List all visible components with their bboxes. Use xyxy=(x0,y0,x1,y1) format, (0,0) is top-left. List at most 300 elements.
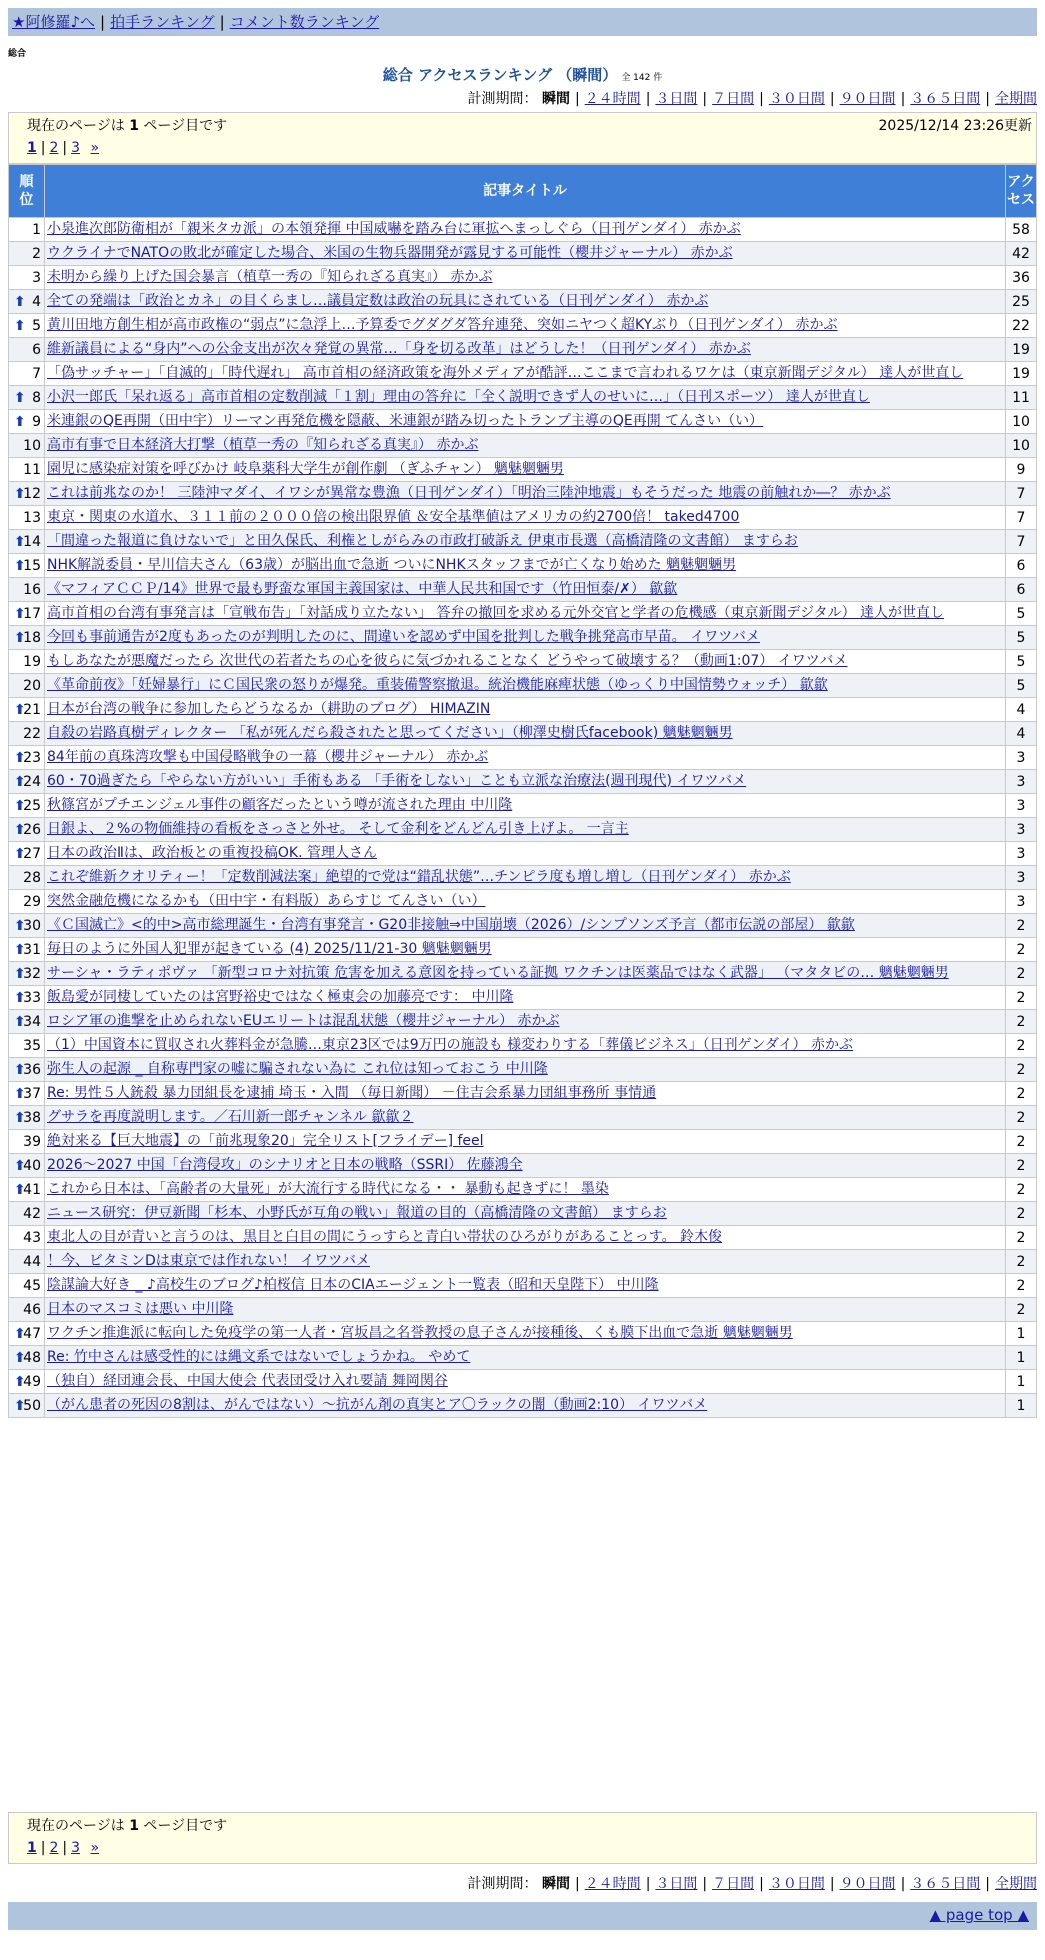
rank-up-arrow-icon: ⬆ xyxy=(14,1397,26,1414)
period-365d-link[interactable]: ３６５日間 xyxy=(910,1876,981,1892)
title-cell xyxy=(45,434,1006,458)
table-row xyxy=(9,1010,1037,1034)
table-row xyxy=(9,746,1037,770)
rank-number: 13 xyxy=(23,509,41,526)
rank-number: 10 xyxy=(23,437,41,454)
table-row xyxy=(9,338,1037,362)
article-title-link[interactable]: 高市有事で日本経済大打撃（植草一秀の『知られざる真実』） 赤かぶ xyxy=(47,437,479,453)
title-cell xyxy=(45,290,1006,314)
page-link-3[interactable]: 3 xyxy=(71,140,81,156)
rank-up-arrow-icon: ⬆ xyxy=(14,845,26,862)
article-title-link[interactable]: 日本の政治Ⅱは、政治板との重複投稿OK. 管理人さん xyxy=(47,845,377,861)
rank-cell xyxy=(9,842,45,866)
period-30d-link[interactable]: ３０日間 xyxy=(768,1876,825,1892)
title-cell xyxy=(45,698,1006,722)
rank-up-arrow-icon: ⬆ xyxy=(14,701,26,718)
article-title-link[interactable]: 全ての発端は「政治とカネ」の目くらまし…議員定数は政治の玩具にされている（日刊ゲンダイ） 赤かぶ xyxy=(47,293,709,309)
access-count: 5 xyxy=(1006,626,1037,650)
table-row xyxy=(9,1274,1037,1298)
period-7d-link[interactable]: ７日間 xyxy=(712,1876,755,1892)
rank-number: 46 xyxy=(23,1301,41,1318)
article-title-link[interactable]: 60・70過ぎたら「やらない方がいい」手術もある 「手術をしない」ことも立派な治療法(週刊現代) イワツバメ xyxy=(47,773,747,789)
rank-number: 5 xyxy=(32,317,41,334)
rank-number: 31 xyxy=(23,941,41,958)
article-title-link[interactable]: ウクライナでNATOの敗北が確定した場合、米国の生物兵器開発が露見する可能性（櫻井ジャーナル） 赤かぶ xyxy=(47,245,733,261)
access-count: 22 xyxy=(1006,314,1037,338)
article-title-link[interactable]: ワクチン推進派に転向した免疫学の第一人者・宮坂昌之名誉教授の息子さんが接種後、くも膜下出血で急逝 魑魅魍魎男 xyxy=(47,1325,793,1341)
access-count: 11 xyxy=(1006,386,1037,410)
article-title-link[interactable]: 日銀よ、２%の物価維持の看板をさっさと外せ。 そして金利をどんどん引き上げよ。 一言主 xyxy=(47,821,629,837)
rank-number: 40 xyxy=(23,1157,41,1174)
table-header-row xyxy=(9,165,1037,218)
table-row xyxy=(9,914,1037,938)
rank-number: 29 xyxy=(23,893,41,910)
page-info-prefix: 現在のページは xyxy=(27,1818,125,1834)
title-cell xyxy=(45,722,1006,746)
title-cell xyxy=(45,242,1006,266)
rank-cell xyxy=(9,530,45,554)
footer-bar xyxy=(8,1902,1037,1930)
rank-cell xyxy=(9,1274,45,1298)
article-title-link[interactable]: 《革命前夜》「妊婦暴行」にＣ国民衆の怒りが爆発。重装備警察撤退。統治機能麻痺状態（ゆっくり中国情勢ウォッチ） 歙歙 xyxy=(47,677,828,693)
article-title-link[interactable]: 日本が台湾の戦争に参加したらどうなるか（耕助のブログ） HIMAZIN xyxy=(47,701,491,717)
table-row xyxy=(9,890,1037,914)
page-info-number: 1 xyxy=(129,1818,139,1834)
rank-cell xyxy=(9,914,45,938)
table-row xyxy=(9,506,1037,530)
access-count: 3 xyxy=(1006,746,1037,770)
table-row xyxy=(9,818,1037,842)
rank-number: 48 xyxy=(23,1349,41,1366)
article-title-link[interactable]: ニュース研究：伊豆新聞「杉本、小野氏が互角の戦い」報道の目的（高橋清隆の文書館） ますらお xyxy=(47,1205,667,1221)
title-cell xyxy=(45,746,1006,770)
rank-up-arrow-icon: ⬆ xyxy=(14,1013,26,1030)
access-count: 58 xyxy=(1006,218,1037,242)
title-cell xyxy=(45,962,1006,986)
access-count: 19 xyxy=(1006,338,1037,362)
table-row xyxy=(9,866,1037,890)
rank-up-arrow-icon: ⬆ xyxy=(14,533,26,550)
rank-cell xyxy=(9,674,45,698)
article-title-link[interactable]: 毎日のように外国人犯罪が起きている (4) 2025/11/21-30 魑魅魍魎男 xyxy=(47,941,492,957)
access-count: 3 xyxy=(1006,890,1037,914)
title-cell xyxy=(45,1226,1006,1250)
rank-cell xyxy=(9,1298,45,1322)
rank-cell xyxy=(9,386,45,410)
applause-ranking-link[interactable]: 拍手ランキング xyxy=(110,13,215,31)
article-title-link[interactable]: もしあなたが悪魔だったら 次世代の若者たちの心を彼らに気づかれることなく どうやって破壊する？（動画1:07） イワツバメ xyxy=(47,653,848,669)
article-title-link[interactable]: 絶対来る【巨大地震】の「前兆現象20」完全リスト[フライデー] feel xyxy=(47,1133,484,1149)
table-row xyxy=(9,1178,1037,1202)
rank-up-arrow-icon: ⬆ xyxy=(14,797,26,814)
table-row xyxy=(9,842,1037,866)
access-count: 2 xyxy=(1006,1058,1037,1082)
rank-header: 順位 xyxy=(9,165,45,218)
article-title-link[interactable]: 小泉進次郎防衛相が「親米タカ派」の本領発揮 中国威嚇を踏み台に軍拡へまっしぐら（日刊ゲンダイ） 赤かぶ xyxy=(47,221,741,237)
table-row xyxy=(9,242,1037,266)
rank-cell xyxy=(9,242,45,266)
separator: | xyxy=(219,13,225,31)
title-cell xyxy=(45,218,1006,242)
rank-number: 37 xyxy=(23,1085,41,1102)
table-row xyxy=(9,674,1037,698)
rank-cell xyxy=(9,794,45,818)
article-title-link[interactable]: 未明から繰り上げた国会暴言（植草一秀の『知られざる真実』） 赤かぶ xyxy=(47,269,493,285)
article-title-link[interactable]: 東京・関東の水道水、３１１前の２０００倍の検出限界値 ＆安全基準値はアメリカの約2700倍！ taked4700 xyxy=(47,509,740,525)
rank-up-arrow-icon: ⬆ xyxy=(14,629,26,646)
access-count: 2 xyxy=(1006,1154,1037,1178)
article-title-link[interactable]: 《マフィアＣＣＰ/14》世界で最も野蛮な軍国主義国家は、中華人民共和国です（竹田恒泰/✗） 歙歙 xyxy=(47,581,678,597)
access-count: 2 xyxy=(1006,1274,1037,1298)
access-count: 2 xyxy=(1006,1226,1037,1250)
article-title-link[interactable]: これぞ維新クオリティー！「定数削減法案」絶望的で党は“錯乱状態”…チンピラ度も増し増し（日刊ゲンダイ） 赤かぶ xyxy=(47,869,791,885)
title-cell xyxy=(45,530,1006,554)
access-count: 3 xyxy=(1006,818,1037,842)
article-title-link[interactable]: 小沢一郎氏「呆れ返る」高市首相の定数削減「１割」理由の答弁に「全く説明できず人のせいに…」（日刊スポーツ） 達人が世直し xyxy=(47,389,870,405)
access-count: 2 xyxy=(1006,1250,1037,1274)
article-title-link[interactable]: 今回も事前通告が2度もあったのが判明したのに、間違いを認めず中国を批判した戦争挑発高市早苗。 イワツバメ xyxy=(47,629,760,645)
article-title-link[interactable]: ロシア軍の進撃を止められないEUエリートは混乱状態（櫻井ジャーナル） 赤かぶ xyxy=(47,1013,560,1029)
rank-number: 25 xyxy=(23,797,41,814)
rank-cell xyxy=(9,554,45,578)
article-title-link[interactable]: 園児に感染症対策を呼びかけ 岐阜薬科大学生が創作劇 （ぎふチャン） 魑魅魍魎男 xyxy=(47,461,564,477)
access-count: 1 xyxy=(1006,1370,1037,1394)
page-info-suffix: ページ目です xyxy=(143,118,228,134)
table-row xyxy=(9,434,1037,458)
access-count: 3 xyxy=(1006,794,1037,818)
rank-up-arrow-icon: ⬆ xyxy=(14,965,26,982)
rank-number: 47 xyxy=(23,1325,41,1342)
rank-number: 8 xyxy=(32,389,41,406)
rank-up-arrow-icon: ⬆ xyxy=(14,1157,26,1174)
page-info-prefix: 現在のページは xyxy=(27,118,125,134)
table-row xyxy=(9,266,1037,290)
title-cell xyxy=(45,1058,1006,1082)
article-title-link[interactable]: 秋篠宮がプチエンジェル事件の顧客だったという噂が流された理由 中川隆 xyxy=(47,797,513,813)
access-count: 3 xyxy=(1006,842,1037,866)
rank-number: 44 xyxy=(23,1253,41,1270)
table-row xyxy=(9,1130,1037,1154)
access-count: 2 xyxy=(1006,1010,1037,1034)
rank-cell xyxy=(9,1178,45,1202)
table-row xyxy=(9,1106,1037,1130)
article-title-link[interactable]: 自殺の岩路真樹ディレクター 「私が死んだら殺されたと思ってください」（柳澤史樹氏facebook) 魑魅魍魎男 xyxy=(47,725,733,741)
asyura-home-link[interactable]: ★阿修羅♪へ xyxy=(12,13,96,31)
page-top-link[interactable]: ▲ page top ▲ xyxy=(929,1906,1029,1924)
article-title-link[interactable]: ！今、ビタミンDは東京では作れない！ イワツバメ xyxy=(47,1253,370,1269)
page-info-number: 1 xyxy=(129,118,139,134)
rank-number: 27 xyxy=(23,845,41,862)
rank-number: 34 xyxy=(23,1013,41,1030)
page-next-link[interactable]: » xyxy=(90,140,100,156)
rank-up-arrow-icon: ⬆ xyxy=(14,389,26,406)
access-count: 42 xyxy=(1006,242,1037,266)
article-title-link[interactable]: 「偽サッチャー」「自滅的」「時代遅れ」 高市首相の経済政策を海外メディアが酷評…ここまで言われるワケは（東京新聞デジタル） 達人が世直し xyxy=(47,365,964,381)
title-cell xyxy=(45,938,1006,962)
rank-cell xyxy=(9,290,45,314)
article-title-link[interactable]: 「間違った報道に負けないで」と田久保氏、利権としがらみの市政打破訴え 伊東市長選（高橋清隆の文書館） ますらお xyxy=(47,533,798,549)
separator: | xyxy=(100,13,106,31)
table-row xyxy=(9,794,1037,818)
pager-bottom: 現在のページは 1 ページ目です 1 | 2 | 3 » xyxy=(8,1812,1037,1864)
table-row xyxy=(9,698,1037,722)
rank-cell xyxy=(9,962,45,986)
table-row xyxy=(9,1322,1037,1346)
rank-cell xyxy=(9,1346,45,1370)
comment-ranking-link[interactable]: コメント数ランキング xyxy=(229,13,380,31)
title-cell xyxy=(45,386,1006,410)
rank-number: 17 xyxy=(23,605,41,622)
table-row xyxy=(9,602,1037,626)
period-365d-link[interactable]: ３６５日間 xyxy=(910,91,981,107)
title-cell xyxy=(45,602,1006,626)
table-row xyxy=(9,1250,1037,1274)
rank-cell xyxy=(9,314,45,338)
access-count: 2 xyxy=(1006,1034,1037,1058)
rank-number: 26 xyxy=(23,821,41,838)
title-cell xyxy=(45,338,1006,362)
rank-cell xyxy=(9,1202,45,1226)
rank-cell xyxy=(9,1394,45,1418)
rank-cell xyxy=(9,1010,45,1034)
title-cell xyxy=(45,914,1006,938)
rank-up-arrow-icon: ⬆ xyxy=(14,749,26,766)
rank-cell xyxy=(9,938,45,962)
rank-cell xyxy=(9,434,45,458)
rank-up-arrow-icon: ⬆ xyxy=(14,413,26,430)
article-title-link[interactable]: （独自）経団連会長、中国大使会 代表団受け入れ要請 舞岡関谷 xyxy=(47,1373,448,1389)
rank-cell xyxy=(9,362,45,386)
access-count: 7 xyxy=(1006,482,1037,506)
ranking-table xyxy=(8,164,1037,1418)
period-current: 瞬間 xyxy=(541,1876,570,1892)
title-cell xyxy=(45,362,1006,386)
table-row xyxy=(9,650,1037,674)
period-90d-link[interactable]: ９０日間 xyxy=(839,91,896,107)
rank-cell xyxy=(9,218,45,242)
article-title-link[interactable]: 飯島愛が同棲していたのは宮野裕史ではなく極東会の加藤亮です： 中川隆 xyxy=(47,989,514,1005)
title-cell xyxy=(45,842,1006,866)
title-cell xyxy=(45,794,1006,818)
rank-up-arrow-icon: ⬆ xyxy=(14,917,26,934)
period-90d-link[interactable]: ９０日間 xyxy=(839,1876,896,1892)
rank-cell xyxy=(9,650,45,674)
rank-number: 7 xyxy=(32,365,41,382)
article-title-link[interactable]: 維新議員による“身内”への公金支出が次々発覚の異常…「身を切る改革」はどうした！（日刊ゲンダイ） 赤かぶ xyxy=(47,341,751,357)
title-cell xyxy=(45,1346,1006,1370)
rank-number: 28 xyxy=(23,869,41,886)
page-link-2[interactable]: 2 xyxy=(49,140,59,156)
access-count: 2 xyxy=(1006,986,1037,1010)
rank-up-arrow-icon: ⬆ xyxy=(14,557,26,574)
access-count: 2 xyxy=(1006,1202,1037,1226)
title-cell xyxy=(45,458,1006,482)
rank-up-arrow-icon: ⬆ xyxy=(14,1349,26,1366)
title-cell xyxy=(45,1274,1006,1298)
access-count: 2 xyxy=(1006,1082,1037,1106)
article-title-link[interactable]: これから日本は、「高齢者の大量死」が大流行する時代になる・・ 暴動も起きずに！ 墨染 xyxy=(47,1181,609,1197)
title-cell xyxy=(45,506,1006,530)
rank-number: 42 xyxy=(23,1205,41,1222)
rank-cell xyxy=(9,722,45,746)
rank-number: 30 xyxy=(23,917,41,934)
title-cell xyxy=(45,314,1006,338)
access-count: 6 xyxy=(1006,554,1037,578)
period-7d-link[interactable]: ７日間 xyxy=(712,91,755,107)
period-24h-link[interactable]: ２４時間 xyxy=(584,1876,641,1892)
rank-number: 41 xyxy=(23,1181,41,1198)
access-header: アクセス xyxy=(1006,165,1037,218)
rank-up-arrow-icon: ⬆ xyxy=(14,605,26,622)
total-count: 全 142 件 xyxy=(621,73,663,83)
access-count: 2 xyxy=(1006,962,1037,986)
rank-number: 22 xyxy=(23,725,41,742)
title-cell xyxy=(45,866,1006,890)
rank-cell xyxy=(9,1058,45,1082)
title-cell xyxy=(45,1106,1006,1130)
article-title-link[interactable]: サーシャ・ラティポヴァ 「新型コロナ対抗策 危害を加える意図を持っている証拠 ワクチンは医薬品ではなく武器」 （マタタビの… 魑魅魍魎男 xyxy=(47,965,949,981)
article-title-link[interactable]: 高市首相の台湾有事発言は「宣戦布告」「対話成り立たない」 答弁の撤回を求める元外交官と学者の危機感（東京新聞デジタル） 達人が世直し xyxy=(47,605,945,621)
rank-cell xyxy=(9,578,45,602)
access-count: 5 xyxy=(1006,674,1037,698)
article-title-link[interactable]: NHK解説委員・早川信夫さん（63歳）が脳出血で急逝 ついにNHKスタッフまでが亡くなり始めた 魑魅魍魎男 xyxy=(47,557,737,573)
title-cell xyxy=(45,626,1006,650)
access-count: 9 xyxy=(1006,458,1037,482)
period-24h-link[interactable]: ２４時間 xyxy=(584,91,641,107)
rank-up-arrow-icon: ⬆ xyxy=(14,821,26,838)
rank-up-arrow-icon: ⬆ xyxy=(14,485,26,502)
rank-cell xyxy=(9,266,45,290)
rank-number: 15 xyxy=(23,557,41,574)
table-row xyxy=(9,410,1037,434)
period-3d-link[interactable]: ３日間 xyxy=(655,1876,698,1892)
table-row xyxy=(9,770,1037,794)
table-row xyxy=(9,626,1037,650)
table-row xyxy=(9,1202,1037,1226)
article-title-link[interactable]: Re: 竹中さんは感受性的には縄文系ではないでしょうかね。 やめて xyxy=(47,1349,471,1365)
table-row xyxy=(9,218,1037,242)
access-count: 5 xyxy=(1006,602,1037,626)
article-title-link[interactable]: 米連銀のQE再開（田中宇）リーマン再発危機を隠蔽、米連銀が踏み切ったトランプ主導のQE再開 てんさい（い） xyxy=(47,413,764,429)
rank-number: 24 xyxy=(23,773,41,790)
table-row xyxy=(9,722,1037,746)
title-cell xyxy=(45,1034,1006,1058)
access-count: 10 xyxy=(1006,434,1037,458)
period-all-link[interactable]: 全期間 xyxy=(995,91,1037,107)
rank-up-arrow-icon: ⬆ xyxy=(14,1181,26,1198)
rank-cell xyxy=(9,410,45,434)
access-count: 19 xyxy=(1006,362,1037,386)
table-row xyxy=(9,458,1037,482)
top-nav-bar xyxy=(8,8,1037,36)
rank-number: 11 xyxy=(23,461,41,478)
page-title xyxy=(0,64,1045,85)
rank-cell xyxy=(9,1250,45,1274)
rank-cell xyxy=(9,1034,45,1058)
table-row xyxy=(9,482,1037,506)
table-row xyxy=(9,530,1037,554)
rank-number: 19 xyxy=(23,653,41,670)
rank-cell xyxy=(9,1154,45,1178)
access-count: 7 xyxy=(1006,530,1037,554)
article-title-link[interactable]: これは前兆なのか！ 三陸沖マダイ、イワシが異常な豊漁（日刊ゲンダイ）「明治三陸沖地震」もそうだった 地震の前触れか―？ 赤かぶ xyxy=(47,485,891,501)
period-3d-link[interactable]: ３日間 xyxy=(655,91,698,107)
page-next-link[interactable]: » xyxy=(90,1840,100,1856)
updated-timestamp: 2025/12/14 23:26更新 xyxy=(878,118,1032,134)
rank-number: 45 xyxy=(23,1277,41,1294)
article-title-link[interactable]: 陰謀論大好き _ ♪高校生のブログ♪柏桜信 日本のCIAエージェント一覧表（昭和天皇陛下） 中川隆 xyxy=(47,1277,659,1293)
table-row xyxy=(9,314,1037,338)
rank-up-arrow-icon: ⬆ xyxy=(14,989,26,1006)
table-row xyxy=(9,1298,1037,1322)
rank-number: 6 xyxy=(32,341,41,358)
page-link-current[interactable]: 1 xyxy=(27,140,37,156)
article-title-link[interactable]: 2026～2027 中国「台湾侵攻」のシナリオと日本の戦略（SSRI） 佐藤鴻全 xyxy=(47,1157,523,1173)
page-link-current[interactable]: 1 xyxy=(27,1840,37,1856)
table-row xyxy=(9,362,1037,386)
title-cell xyxy=(45,674,1006,698)
rank-cell xyxy=(9,1226,45,1250)
article-title-link[interactable]: 《Ｃ国滅亡》<的中>高市総理誕生・台湾有事発言・G20非接触⇒中国崩壊（2026）/シンプソンズ予言（都市伝説の部屋） 歙歙 xyxy=(47,917,855,933)
title-cell xyxy=(45,266,1006,290)
access-count: 2 xyxy=(1006,914,1037,938)
rank-cell xyxy=(9,1082,45,1106)
article-title-link[interactable]: 弥生人の起源 _ 自称専門家の嘘に騙されない為に これ位は知っておこう 中川隆 xyxy=(47,1061,548,1077)
access-count: 4 xyxy=(1006,698,1037,722)
title-cell xyxy=(45,1394,1006,1418)
article-title-link[interactable]: Re: 男性５人銃殺 暴力団組長を逮捕 埼玉・入間 （毎日新聞） －住吉会系暴力団組事務所 事情通 xyxy=(47,1085,657,1101)
rank-number: 23 xyxy=(23,749,41,766)
rank-up-arrow-icon: ⬆ xyxy=(14,1085,26,1102)
page-title-text: 総合 アクセスランキング （瞬間） xyxy=(382,66,618,84)
period-30d-link[interactable]: ３０日間 xyxy=(768,91,825,107)
period-selector-bottom: 計測期間： 瞬間 | ２４時間 | ３日間 | ７日間 | ３０日間 | ９０日間 | ３６５日間 | 全期間 xyxy=(467,1876,1037,1892)
rank-up-arrow-icon: ⬆ xyxy=(14,1061,26,1078)
period-current: 瞬間 xyxy=(541,91,570,107)
title-cell xyxy=(45,410,1006,434)
rank-cell xyxy=(9,818,45,842)
section-label: 総合 xyxy=(8,49,27,59)
article-title-link[interactable]: 東北人の目が青いと言うのは、黒目と白目の間にうっすらと青白い帯状のひろがりがあることっす。 鈴木俊 xyxy=(47,1229,723,1245)
rank-cell xyxy=(9,890,45,914)
access-count: 1 xyxy=(1006,1346,1037,1370)
table-row xyxy=(9,386,1037,410)
page-link-3[interactable]: 3 xyxy=(71,1840,81,1856)
page-link-2[interactable]: 2 xyxy=(49,1840,59,1856)
table-row xyxy=(9,290,1037,314)
article-title-link[interactable]: 突然金融危機になるかも（田中宇・有料版）あらすじ てんさい（い） xyxy=(47,893,486,909)
article-title-link[interactable]: 84年前の真珠湾攻撃も中国侵略戦争の一幕（櫻井ジャーナル） 赤かぶ xyxy=(47,749,489,765)
rank-number: 2 xyxy=(32,245,41,262)
period-all-link[interactable]: 全期間 xyxy=(995,1876,1037,1892)
access-count: 2 xyxy=(1006,1130,1037,1154)
rank-number: 33 xyxy=(23,989,41,1006)
rank-cell xyxy=(9,986,45,1010)
title-cell xyxy=(45,482,1006,506)
article-title-link[interactable]: （がん患者の死因の8割は、がんではない）～抗がん剤の真実とア〇ラックの闇（動画2:10） イワツバメ xyxy=(47,1397,708,1413)
article-title-link[interactable]: （1）中国資本に買収され火葬料金が急騰…東京23区では9万円の施設も 様変わりする「葬儀ビジネス」（日刊ゲンダイ） 赤かぶ xyxy=(47,1037,853,1053)
access-count: 3 xyxy=(1006,770,1037,794)
rank-number: 38 xyxy=(23,1109,41,1126)
article-title-link[interactable]: 黄川田地方創生相が高市政権の“弱点”に急浮上…予算委でグダグダ答弁連発、突如ニヤつく超KYぶり（日刊ゲンダイ） 赤かぶ xyxy=(47,317,838,333)
ranking-body xyxy=(9,218,1037,1418)
rank-up-arrow-icon: ⬆ xyxy=(14,1325,26,1342)
rank-number: 35 xyxy=(23,1037,41,1054)
article-title-link[interactable]: グサラを再度説明します。／石川新一郎チャンネル 歙歙２ xyxy=(47,1109,414,1125)
rank-cell xyxy=(9,626,45,650)
title-cell xyxy=(45,770,1006,794)
article-title-link[interactable]: 日本のマスコミは悪い 中川隆 xyxy=(47,1301,234,1317)
